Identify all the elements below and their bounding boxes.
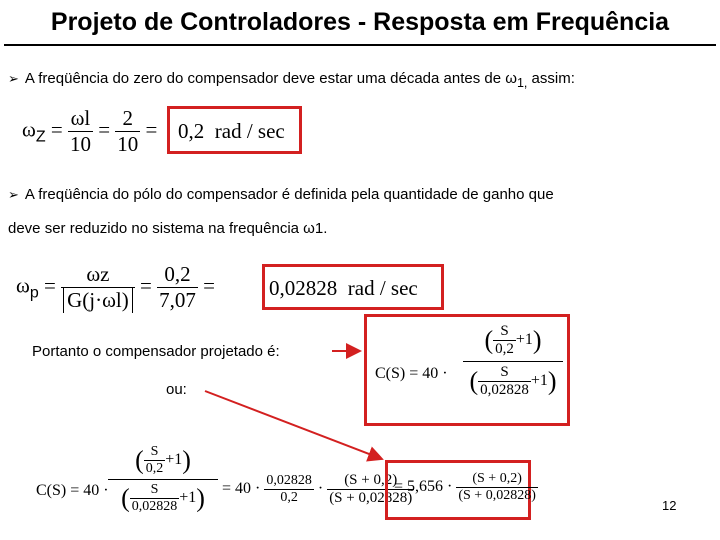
eq4-top-den: 0,2: [145, 461, 164, 476]
text-portanto: Portanto o compensador projetado é:: [32, 343, 280, 360]
eq3-paren: (: [469, 366, 479, 396]
eq1-lhs-sub: Z: [35, 128, 46, 146]
eq3-paren: ): [532, 325, 542, 355]
eq4-k-num: 0,02828: [266, 473, 312, 488]
bullet-2-line-1: A freqüência do pólo do compensador é definida pela quantidade de ganho que: [24, 186, 554, 203]
bullet-2-line-2: deve ser reduzido no sistema na frequência ω1.: [8, 220, 328, 237]
eq3-bot-den: 0,02828: [480, 382, 529, 398]
eq4-g-den: (S + 0,02828): [458, 488, 536, 503]
bullet-1-subscript: 1,: [516, 76, 528, 90]
eq4-top: [108, 444, 218, 480]
eq4-paren: (: [135, 445, 144, 475]
slide-title: Projeto de Controladores - Resposta em Frequência: [50, 8, 670, 36]
eq4-f-num: (S + 0,2): [344, 472, 398, 488]
eq1-num-2: 2: [122, 106, 134, 130]
eq4-k-den: 0,2: [264, 489, 314, 506]
eq3-top-num: S: [500, 323, 509, 339]
eq4-bot-plus: +1: [179, 489, 197, 507]
eq1-unit: rad / sec: [214, 119, 285, 143]
bullet-arrow-icon: ➢: [8, 71, 19, 86]
eq4-eq5: = 5,656 ·: [394, 478, 453, 496]
arrow-to-eq4: [205, 391, 382, 459]
eq1-den-1: 10: [69, 132, 91, 156]
eq4-f-den: (S + 0,02828): [329, 490, 413, 506]
eq2-den-2: 7,07: [159, 288, 196, 312]
eq1-lhs: ω: [22, 117, 36, 142]
eq3-bot-plus: +1: [530, 372, 548, 390]
eq2-lhs-sub: p: [29, 284, 39, 302]
eq4-eq40: = 40 ·: [222, 480, 261, 498]
eq2-unit: rad / sec: [347, 276, 418, 300]
eq4-middle: = 40 · $\frac{0,02828}{0,2}$ · $\frac{(S + 0,2)}{(S + 0,02828)}$: [222, 472, 413, 506]
eq4-paren: ): [182, 445, 191, 475]
bullet-1-text: A freqüência do zero do compensador deve estar uma década antes de ω: [24, 70, 517, 87]
eq1-den-2: 10: [117, 132, 139, 156]
eq4-g-num: (S + 0,2): [472, 471, 522, 486]
eq4-top-num: S: [150, 444, 159, 459]
eq1-num-1: ωl: [70, 106, 91, 130]
eq4-bot-frac: [130, 482, 180, 515]
eq2-num-1: ωz: [86, 262, 110, 286]
eq3-top-plus: +1: [515, 331, 533, 349]
eq3-paren: ): [547, 366, 557, 396]
eq4-k-frac: [264, 473, 314, 506]
bullet-arrow-icon: ➢: [8, 187, 19, 202]
eq2-den-1: G(j·ωl): [63, 288, 133, 313]
eq4-bottom: [108, 480, 218, 515]
equation-omega-p: $\omega_p$ = $\frac{\omega z}{G(j\cdot\omega l)}$ = $\frac{0,2}{7,07}$ =: [16, 262, 215, 312]
page-number: 12: [662, 498, 677, 513]
eq4-result-box: [385, 460, 536, 520]
eq4-bot-den: 0,02828: [131, 499, 178, 514]
equation-omega-z: $\omega_Z$ = $\frac{\omega l}{10}$ = $\frac{2}{10}$ =: [22, 106, 158, 156]
eq4-g-frac: [456, 471, 538, 504]
eq4-top-frac: [144, 444, 166, 477]
eq3-bot-num: S: [500, 364, 509, 380]
eq2-num-2: 0,2: [164, 262, 191, 286]
eq3-top-den: 0,2: [495, 341, 514, 357]
eq4-top-plus: +1: [165, 451, 183, 469]
eq1-result: 0,2: [178, 119, 205, 143]
bullet-1-text-after: assim:: [527, 70, 575, 87]
eq4-lhs: C(S) = 40 ·: [36, 482, 109, 499]
eq4-result: [394, 471, 538, 504]
text-ou: ou:: [166, 381, 187, 398]
eq3-lhs: C(S) = 40 ·: [375, 365, 448, 382]
eq3-paren: (: [484, 325, 494, 355]
eq2-lhs: ω: [16, 273, 30, 298]
eq4-big-frac: [108, 444, 218, 515]
eq4-paren: (: [121, 483, 130, 513]
eq4-paren: ): [196, 483, 205, 513]
eq4-bot-num: S: [150, 482, 159, 497]
eq2-result: 0,02828: [269, 276, 338, 300]
